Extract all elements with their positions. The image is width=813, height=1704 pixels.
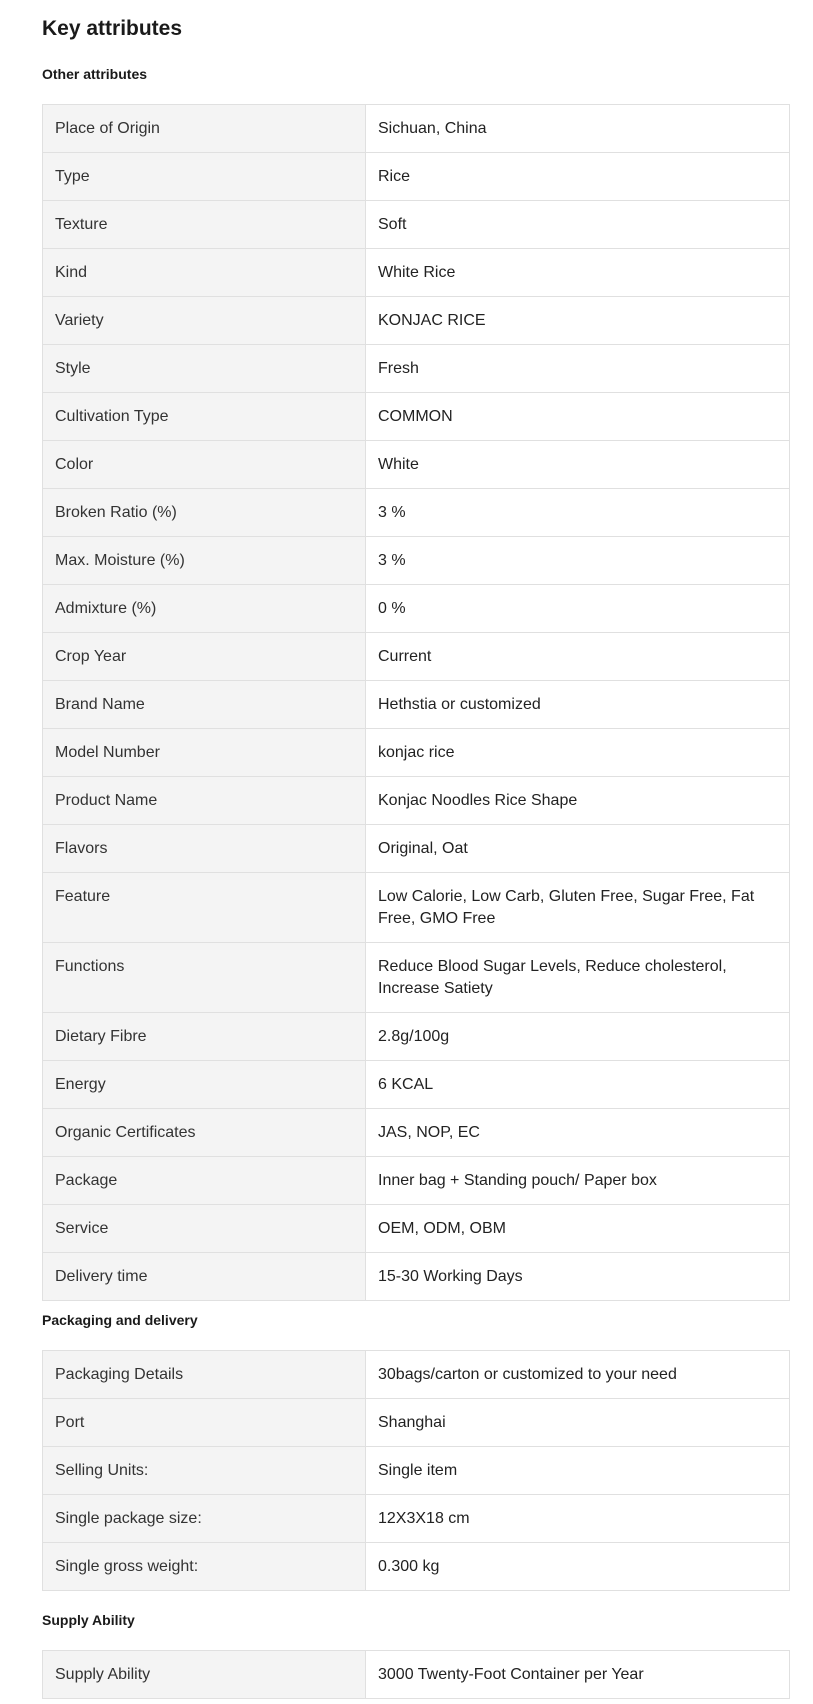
table-row [43,105,790,153]
attribute-key: Texture [43,201,366,249]
attribute-key: Broken Ratio (%) [43,489,366,537]
table-row [43,633,790,681]
attribute-key: Single package size: [43,1495,366,1543]
attribute-key: Flavors [43,825,366,873]
table-row [43,201,790,249]
table-row [43,1013,790,1061]
attribute-key: Packaging Details [43,1351,366,1399]
attribute-value: Low Calorie, Low Carb, Gluten Free, Sugar Free, Fat Free, GMO Free [366,873,790,943]
supply-ability-table [42,1650,790,1699]
attribute-key: Delivery time [43,1253,366,1301]
attribute-key: Supply Ability [43,1651,366,1699]
attribute-key: Functions [43,943,366,1013]
table-row [43,681,790,729]
attribute-value: Current [366,633,790,681]
table-row [43,825,790,873]
table-row [43,297,790,345]
attribute-key: Place of Origin [43,105,366,153]
attribute-key: Max. Moisture (%) [43,537,366,585]
table-row [43,943,790,1013]
attribute-value: konjac rice [366,729,790,777]
attribute-value: Konjac Noodles Rice Shape [366,777,790,825]
table-row [43,249,790,297]
attribute-key: Type [43,153,366,201]
attribute-key: Package [43,1157,366,1205]
table-row [43,777,790,825]
attribute-key: Brand Name [43,681,366,729]
attribute-key: Color [43,441,366,489]
table-row [43,1651,790,1699]
table-row [43,345,790,393]
attribute-value: Fresh [366,345,790,393]
attribute-value: 30bags/carton or customized to your need [366,1351,790,1399]
attribute-key: Feature [43,873,366,943]
table-row [43,441,790,489]
attribute-value: White Rice [366,249,790,297]
table-row [43,1399,790,1447]
attribute-key: Product Name [43,777,366,825]
attribute-key: Selling Units: [43,1447,366,1495]
table-row [43,729,790,777]
attribute-key: Service [43,1205,366,1253]
table-row [43,489,790,537]
attribute-key: Cultivation Type [43,393,366,441]
attribute-value: JAS, NOP, EC [366,1109,790,1157]
attribute-value: KONJAC RICE [366,297,790,345]
page-title: Key attributes [42,17,183,40]
attribute-key: Variety [43,297,366,345]
packaging-table [42,1350,790,1591]
attribute-value: White [366,441,790,489]
attribute-value: 12X3X18 cm [366,1495,790,1543]
table-row [43,873,790,943]
attribute-value: 3000 Twenty-Foot Container per Year [366,1651,790,1699]
attribute-key: Single gross weight: [43,1543,366,1591]
attribute-value: Hethstia or customized [366,681,790,729]
table-row [43,1157,790,1205]
table-row [43,1351,790,1399]
attribute-key: Dietary Fibre [43,1013,366,1061]
table-row [43,1447,790,1495]
table-row [43,1253,790,1301]
table-row [43,537,790,585]
table-row [43,1495,790,1543]
attribute-value: Sichuan, China [366,105,790,153]
attribute-value: COMMON [366,393,790,441]
attribute-key: Organic Certificates [43,1109,366,1157]
table-row [43,1543,790,1591]
section-title-other-attributes: Other attributes [42,66,148,82]
attribute-value: 6 KCAL [366,1061,790,1109]
attribute-key: Energy [43,1061,366,1109]
attribute-value: Shanghai [366,1399,790,1447]
other-attributes-table [42,104,790,1301]
table-row [43,393,790,441]
attribute-value: Inner bag + Standing pouch/ Paper box [366,1157,790,1205]
attribute-value: 2.8g/100g [366,1013,790,1061]
section-title-packaging-and-delivery: Packaging and delivery [42,1312,198,1328]
attribute-key: Kind [43,249,366,297]
attribute-value: Rice [366,153,790,201]
attribute-value: 15-30 Working Days [366,1253,790,1301]
attribute-value: 0.300 kg [366,1543,790,1591]
table-row [43,1109,790,1157]
attribute-value: Soft [366,201,790,249]
attribute-key: Model Number [43,729,366,777]
attribute-key: Admixture (%) [43,585,366,633]
table-row [43,585,790,633]
attribute-key: Port [43,1399,366,1447]
attribute-key: Crop Year [43,633,366,681]
attribute-value: Single item [366,1447,790,1495]
table-row [43,1205,790,1253]
table-row [43,153,790,201]
attribute-value: 3 % [366,537,790,585]
attribute-value: Original, Oat [366,825,790,873]
attribute-value: OEM, ODM, OBM [366,1205,790,1253]
attribute-value: 3 % [366,489,790,537]
attribute-value: 0 % [366,585,790,633]
section-title-supply-ability: Supply Ability [42,1612,135,1628]
attribute-value: Reduce Blood Sugar Levels, Reduce cholesterol, Increase Satiety [366,943,790,1013]
table-row [43,1061,790,1109]
attribute-key: Style [43,345,366,393]
